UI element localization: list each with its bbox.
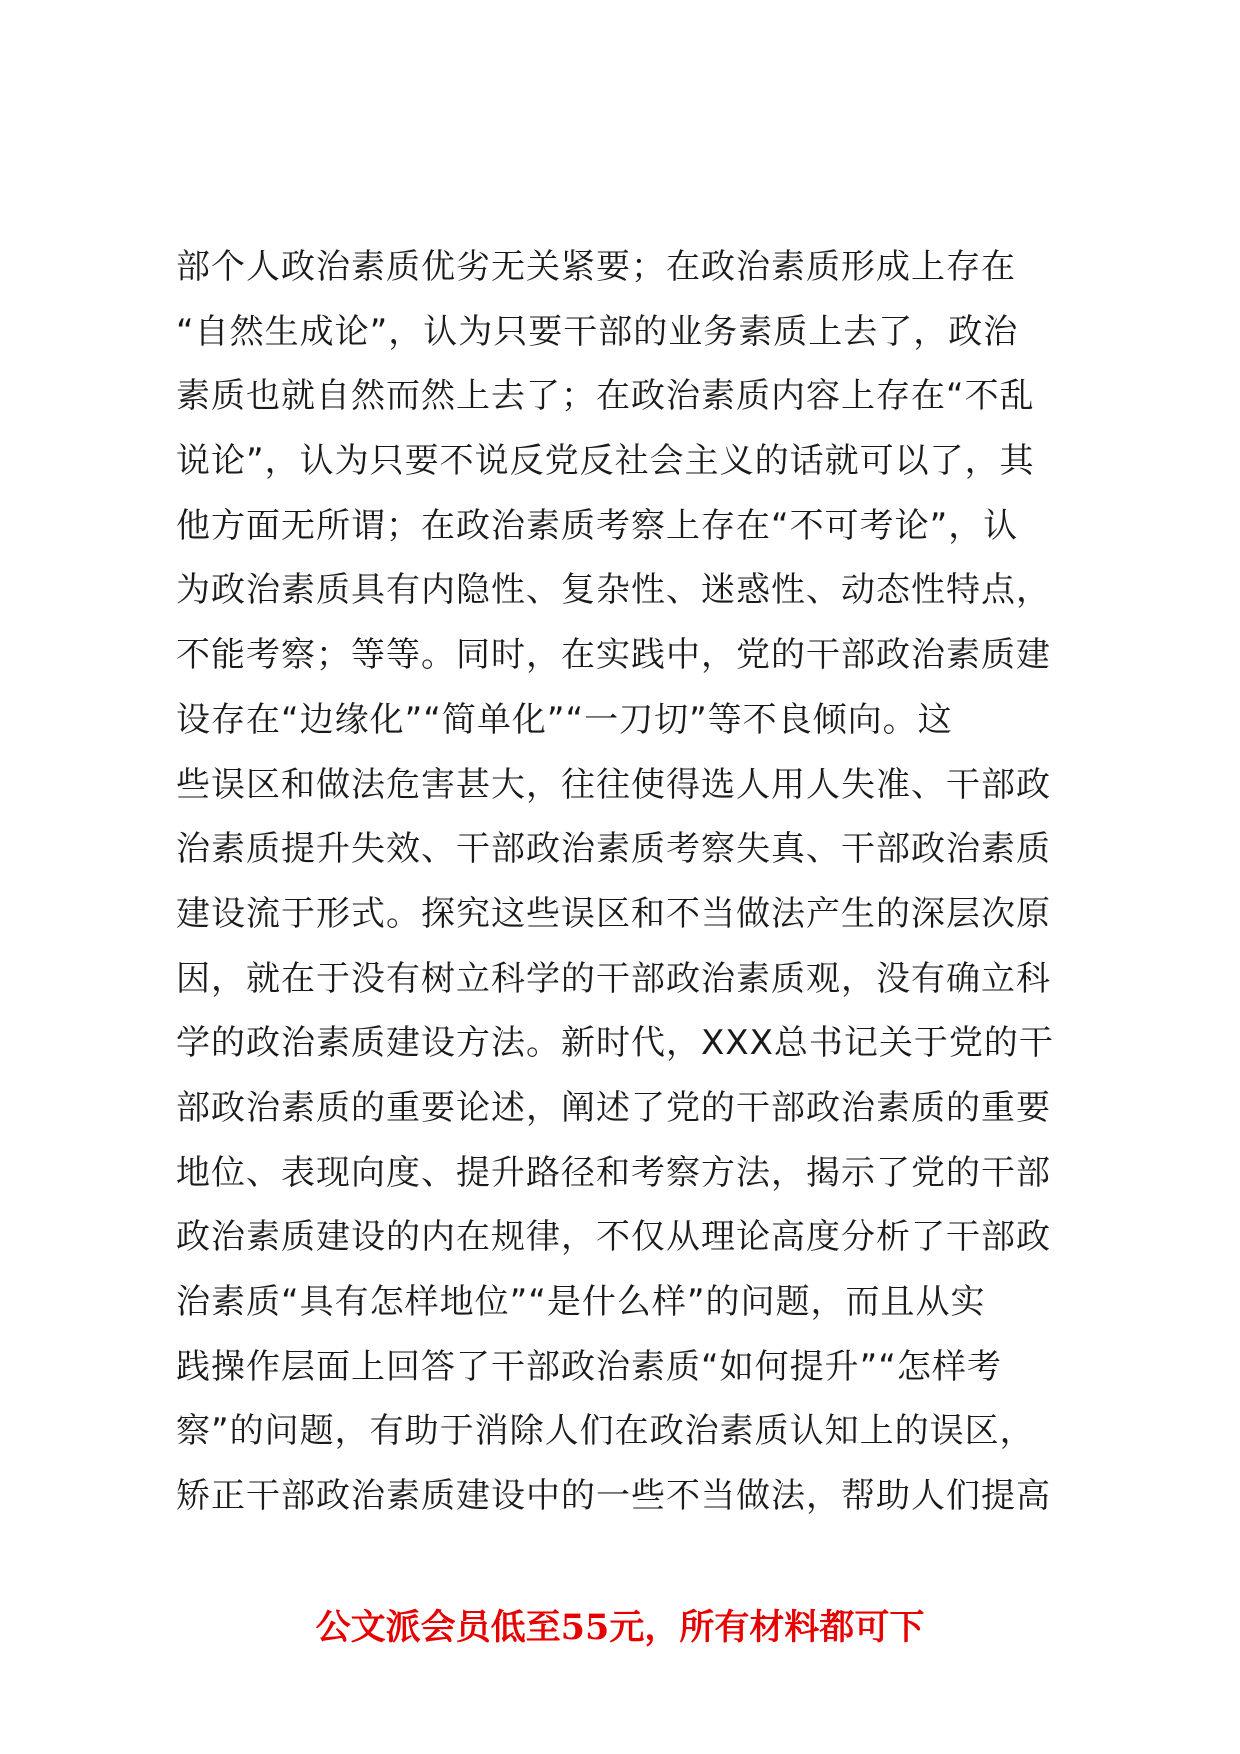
text-line: 为政治素质具有内隐性、复杂性、迷惑性、动态性特点，: [176, 570, 1051, 611]
text-line: 设存在“边缘化”“简单化”“一刀切”等不良倾向。这: [176, 699, 953, 740]
text-line: 学的政治素质建设方法。新时代，XXX总书记关于党的干: [176, 1023, 1054, 1064]
text-line: 政治素质建设的内在规律，不仅从理论高度分析了干部政: [176, 1217, 1051, 1258]
text-line: 因，就在于没有树立科学的干部政治素质观，没有确立科: [176, 958, 1051, 999]
body-paragraph: [176, 235, 1096, 1529]
text-line: 素质也就自然而然上去了；在政治素质内容上存在“不乱: [176, 376, 1035, 417]
text-line: 地位、表现向度、提升路径和考察方法，揭示了党的干部: [176, 1152, 1051, 1193]
text-line: 些误区和做法危害甚大，往往使得选人用人失准、干部政: [176, 764, 1051, 805]
text-line: 治素质“具有怎样地位”“是什么样”的问题，而且从实: [176, 1282, 986, 1322]
text-line: 他方面无所谓；在政治素质考察上存在“不可考论”，认: [176, 505, 1019, 546]
text-line: 治素质提升失效、干部政治素质考察失真、干部政治素质: [176, 829, 1051, 870]
text-line: 部政治素质的重要论述，阐述了党的干部政治素质的重要: [176, 1087, 1051, 1128]
text-line: 察”的问题，有助于消除人们在政治素质认知上的误区，: [176, 1411, 1035, 1452]
text-line: 说论”，认为只要不说反党反社会主义的话就可以了，其: [176, 441, 1035, 482]
text-line: “自然生成论”，认为只要干部的业务素质上去了，政治: [176, 311, 1019, 352]
text-line: 矫正干部政治素质建设中的一些不当做法，帮助人们提高: [176, 1476, 1051, 1517]
text-line: 部个人政治素质优劣无关紧要；在政治素质形成上存在: [176, 247, 1016, 287]
text-line: 践操作层面上回答了干部政治素质“如何提升”“怎样考: [176, 1346, 1002, 1387]
promo-footer: 公文派会员低至55元，所有材料都可下: [315, 1607, 925, 1648]
text-line: 不能考察；等等。同时，在实践中，党的干部政治素质建: [176, 635, 1051, 676]
text-line: 建设流于形式。探究这些误区和不当做法产生的深层次原: [176, 893, 1051, 934]
